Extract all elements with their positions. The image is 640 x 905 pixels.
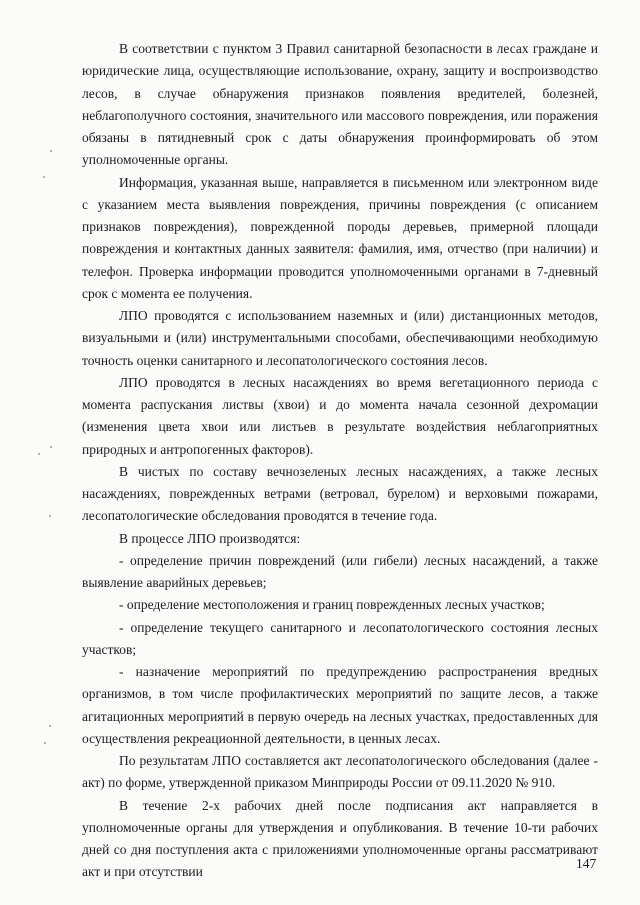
paragraph-notification-duty: В соответствии с пунктом 3 Правил санитарной безопасности в лесах граждане и юридические лица, осуществляющие использование, охрану, защиту и воспроизводство лесов, в случае обнаружения признаков появления вредителей, болезней, неблагополучного состояния, значительного или массового повреждения, или поражения обязаны в пятидневный срок с даты обнаружения проинформировать об этом уполномоченные органы. — [82, 41, 598, 168]
body-text — [82, 38, 598, 884]
list-item-measures: - назначение мероприятий по предупреждению распространения вредных организмов, в том числе профилактических мероприятий по защите лесов, а также агитационных мероприятий в первую очередь на лесных участках, предоставленных для осуществления рекреационной деятельности, в ценных лесах. — [82, 664, 598, 746]
paragraph-lpo-methods: ЛПО проводятся с использованием наземных и (или) дистанционных методов, визуальными и (или) инструментальными способами, обеспечивающими необходимую точность оценки санитарного и лесопатологического состояния лесов. — [82, 308, 598, 368]
page-number: 147 — [576, 856, 597, 871]
scan-speck-mark — [38, 453, 40, 455]
scan-speck-mark — [50, 446, 52, 448]
scan-speck-mark — [43, 176, 45, 178]
paragraph-information-content: Информация, указанная выше, направляется в письменном или электронном виде с указанием места выявления повреждения, причины повреждения (с описанием признаков повреждения), поврежденной породы деревьев, примерной площади повреждения и контактных данных заявителя: фамилия, имя, отчество (при наличии) и телефон. Проверка информации проводится уполномоченными органами в 7-дневный срок с момента ее получения. — [82, 174, 598, 301]
paragraph-evergreen-stands: В чистых по составу вечнозеленых лесных насаждениях, а также лесных насаждениях, поврежденных ветрами (ветровал, бурелом) и верховыми пожарами, лесопатологические обследования проводятся в течение года. — [82, 463, 598, 524]
paragraph-act-approval: В течение 2-х рабочих дней после подписания акт направляется в уполномоченные органы для утверждения и опубликования. В течение 10-ти рабочих дней со дня поступления акта с приложениями уполномоченные органы рассматривают акт и при отсутствии — [82, 797, 598, 880]
paragraph-lpo-period: ЛПО проводятся в лесных насаждениях во время вегетационного периода с момента распускания листвы (хвои) и до момента начала сезонной дехромации (изменения цвета хвои или листьев в результате воздействия неблагоприятных природных и антропогенных факторов). — [82, 374, 598, 457]
paragraph-survey-act: По результатам ЛПО составляется акт лесопатологического обследования (далее - акт) по форме, утвержденной приказом Минприроды России от 09.11.2020 № 910. — [82, 753, 598, 791]
scan-speck-mark — [49, 725, 51, 727]
list-item-location-boundaries: - определение местоположения и границ поврежденных лесных участков; — [119, 597, 545, 613]
scan-speck-mark — [44, 742, 46, 744]
scan-speck-mark — [49, 515, 51, 517]
list-item-damage-causes: - определение причин повреждений (или гибели) лесных насаждений, а также выявление аварийных деревьев; — [82, 552, 598, 590]
list-item-current-state: - определение текущего санитарного и лесопатологического состояния лесных участков; — [82, 619, 598, 657]
paragraph-lpo-tasks-intro: В процессе ЛПО производятся: — [119, 530, 301, 546]
scan-speck-mark — [50, 150, 52, 152]
